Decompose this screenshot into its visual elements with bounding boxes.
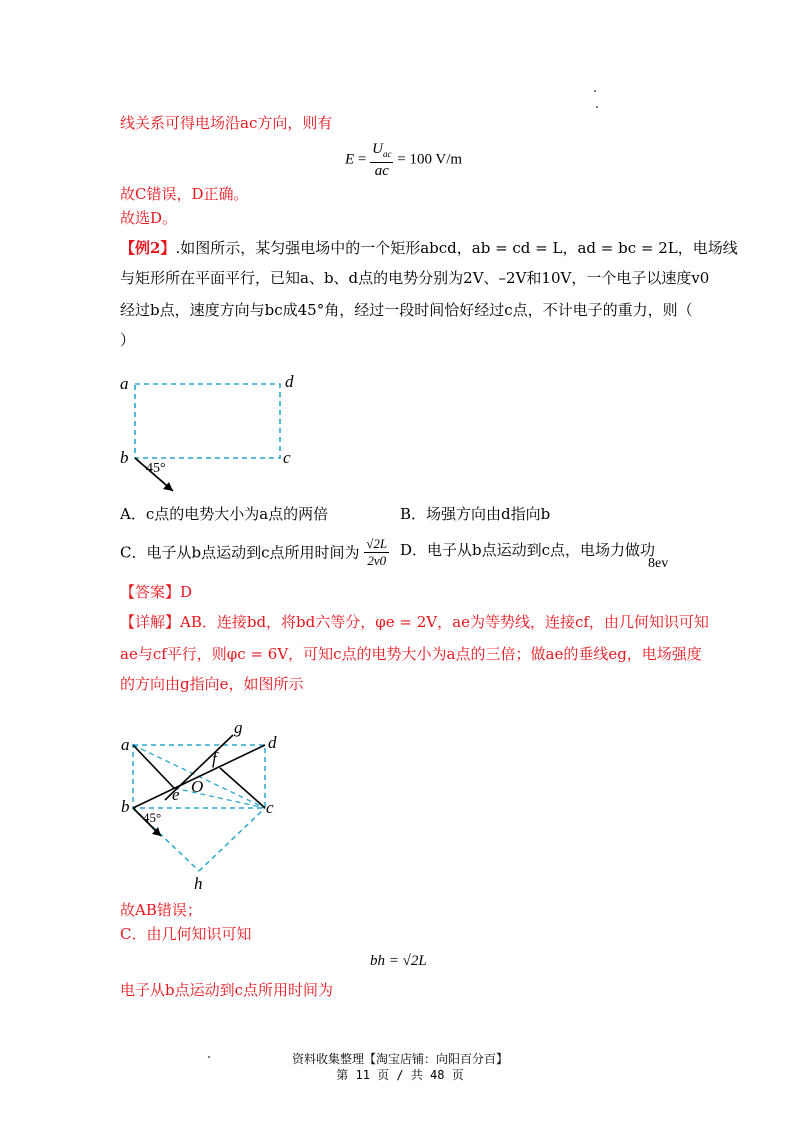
figure2-line-fc (220, 768, 265, 808)
conclusion-2: 故选D。 (120, 209, 178, 227)
eq1-num-sub: ac (382, 149, 392, 159)
figure1-label-d: d (285, 372, 294, 391)
option-d: D．电子从b点运动到c点，电场力做功 (400, 541, 656, 559)
eq1-rhs: 100 V/m (409, 151, 463, 168)
equation-field-strength: E = $\frac{U_{ac}}{ac}$ = 100 V/m (345, 141, 463, 179)
figure1-label-a: a (120, 374, 129, 393)
figure2-label-b: b (121, 797, 130, 816)
c-geometry: C．由几何知识可知 (120, 925, 252, 943)
option-b: B．场强方向由d指向b (400, 505, 551, 523)
ab-wrong: 故AB错误； (120, 901, 202, 919)
conclusion-1: 故C错误，D正确。 (120, 185, 249, 203)
example-line-2: 与矩形所在平面平行，已知a、b、d点的电势分别为2V、–2V和10V，一个电子以速度v0 (120, 269, 710, 287)
eq1-lhs: E (345, 151, 355, 168)
option-c-num: √2L (366, 536, 388, 551)
example-line-3: 经过b点，速度方向与bc成45°角，经过一段时间恰好经过c点，不计电子的重力，则（ (120, 301, 693, 319)
eq1-num: U (372, 141, 383, 157)
time-text: 电子从b点运动到c点所用时间为 (120, 981, 334, 999)
figure2-label-d: d (268, 733, 277, 752)
figure1-label-b: b (120, 448, 129, 467)
figure1-label-c: c (283, 448, 291, 467)
explain-line-2: ae与cf平行，则φc = 6V，可知c点的电势大小为a点的三倍；做ae的垂线eg，电场强度 (120, 645, 702, 663)
option-c-den: 2v0 (367, 553, 387, 568)
figure2-label-a: a (121, 735, 130, 754)
figure2-label-h: h (194, 874, 203, 893)
figure2-line-hc (199, 808, 265, 871)
example-text-1: .如图所示，某匀强电场中的一个矩形abcd，ab = cd = L，ad = bc = 2L，电场线 (175, 239, 738, 257)
answer: 【答案】D (120, 583, 193, 601)
example-line-4: ） (120, 331, 136, 349)
equation-bh: bh = √2L (370, 953, 427, 969)
explain-line-3: 的方向由g指向e，如图所示 (120, 675, 304, 693)
example-tag: 【例2】 (120, 239, 176, 257)
figure2-label-g: g (234, 718, 243, 737)
explain-line-1: 【详解】AB．连接bd，将bd六等分，φe = 2V，ae为等势线，连接cf，由几何知识可知 (120, 613, 709, 631)
figure2-label-O: O (191, 777, 204, 796)
figure2-line-ae (133, 745, 174, 788)
text-line-1: 线关系可得电场沿ac方向，则有 (120, 114, 333, 132)
option-d-tail: 8ev (648, 556, 669, 571)
figure1-angle: 45° (146, 461, 166, 476)
option-a: A．c点的电势大小为a点的两倍 (120, 505, 329, 523)
footer-source: 资料收集整理【淘宝店铺：向阳百分百】 (291, 1052, 508, 1066)
figure2-line-ec (174, 788, 265, 808)
figure2-label-f: f (212, 749, 217, 768)
footer-page-number: 第 11 页 / 共 48 页 (336, 1068, 464, 1082)
option-c-text: C．电子从b点运动到c点所用时间为 (120, 543, 360, 562)
figure2-label-e: e (172, 785, 180, 804)
figure2-angle: 45° (143, 810, 162, 825)
figure2-label-c: c (266, 798, 274, 817)
eq1-den: ac (374, 163, 389, 179)
